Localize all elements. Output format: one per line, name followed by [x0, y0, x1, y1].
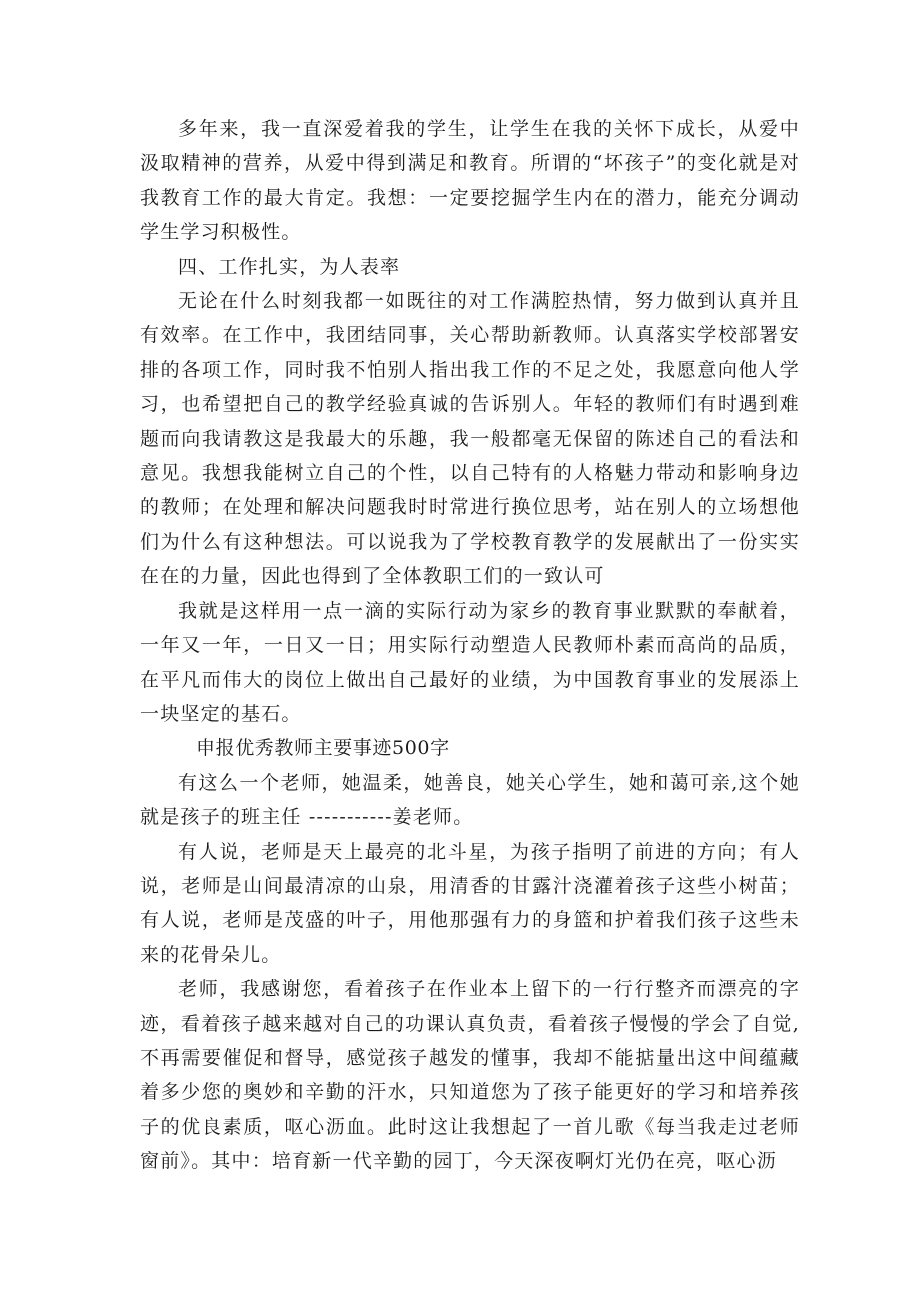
paragraph-love-students: 多年来，我一直深爱着我的学生，让学生在我的关怀下成长，从爱中汲取精神的营养，从爱中得到满足和教育。所谓的“坏孩子”的变化就是对我教育工作的最大肯定。我想：一定要挖掘学生内在的潜力，能充分调动学生学习积极性。 [140, 118, 800, 244]
section-heading-work: 四、工作扎实，为人表率 [178, 255, 401, 278]
document-page [140, 112, 800, 1179]
article-title: 申报优秀教师主要事迹500字 [196, 737, 450, 760]
paragraph-work-enthusiasm: 无论在什么时刻我都一如既往的对工作满腔热情，努力做到认真并且有效率。在工作中，我团结同事，关心帮助新教师。认真落实学校部署安排的各项工作，同时我不怕别人指出我工作的不足之处，我愿意向他人学习，也希望把自己的教学经验真诚的告诉别人。年轻的教师们有时遇到难题而向我请教这是我最大的乐趣，我一般都毫无保留的陈述自己的看法和意见。我想我能树立自己的个性，以自己特有的人格魅力带动和影响身边的教师；在处理和解决问题我时时常进行换位思考，站在别人的立场想他们为什么有这种想法。可以说我为了学校教育教学的发展献出了一份实实在在的力量，因此也得到了全体教职工们的一致认可 [140, 290, 800, 588]
paragraph-dedication: 我就是这样用一点一滴的实际行动为家乡的教育事业默默的奉献着，一年又一年，一日又一日；用实际行动塑造人民教师朴素而高尚的品质，在平凡而伟大的岗位上做出自己最好的业绩，为中国教育事业的发展添上一块坚定的基石。 [140, 599, 800, 725]
paragraph-metaphors: 有人说，老师是天上最亮的北斗星，为孩子指明了前进的方向；有人说，老师是山间最清凉的山泉，用清香的甘露汁浇灌着孩子这些小树苗；有人说，老师是茂盛的叶子，用他那强有力的身篮和护着我们孩子这些未来的花骨朵儿。 [140, 840, 800, 966]
paragraph-teacher-intro: 有这么一个老师，她温柔，她善良，她关心学生，她和蔼可亲,这个她就是孩子的班主任 -----------姜老师。 [140, 771, 800, 829]
paragraph-gratitude: 老师，我感谢您，看着孩子在作业本上留下的一行行整齐而漂亮的字迹，看着孩子越来越对自己的功课认真负责，看着孩子慢慢的学会了自觉,不再需要催促和督导，感觉孩子越发的懂事，我却不能掂量出这中间蕴藏着多少您的奥妙和辛勤的汗水，只知道您为了孩子能更好的学习和培养孩子的优良素质，呕心沥血。此时这让我想起了一首儿歌《每当我走过老师窗前》。其中：培育新一代辛勤的园丁，今天深夜啊灯光仍在亮，呕心沥 [140, 978, 800, 1173]
